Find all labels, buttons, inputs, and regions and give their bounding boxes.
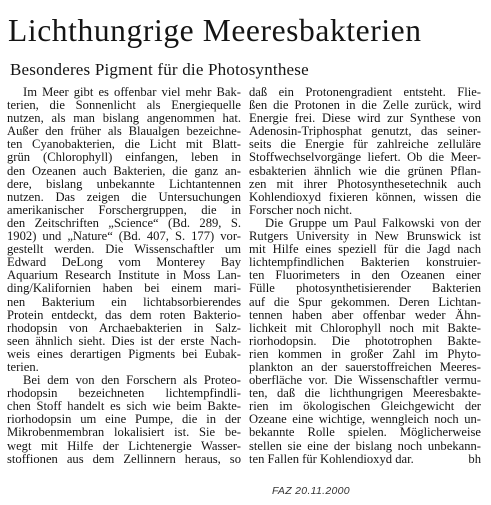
article-text-line: Adenosin-Triphosphat genutzt, das seiner- (249, 125, 481, 139)
article-text-line: Die Gruppe um Paul Falkowski von der (265, 216, 481, 230)
article-text-line: Bei dem von den Forschern als Proteo- (23, 374, 241, 388)
article-text-line: grün (Chlorophyll) einfangen, leben in (7, 151, 241, 165)
article-text-line: lichkeit mit Chlorophyll noch mit Bakte- (249, 321, 481, 335)
article-text-line: daß ein Protonengradient entsteht. Flie- (249, 86, 481, 99)
article-text-line: oberfläche vor. Die Wissenschaftler vermu- (249, 374, 481, 388)
article-column-left (7, 86, 241, 466)
article-text-line: dere, bislang unbekannte Lichtantennen (7, 177, 241, 191)
article-text-line: mit Hilfe eines speziell für die Jagd nach (249, 243, 481, 257)
article-column-right (249, 86, 481, 466)
article-text-line: Aquarium Research Institute in Moss Lan- (7, 269, 241, 283)
article-text-line: rien im ökologischen Gleichgewicht der (249, 400, 481, 414)
article-text-line: Rutgers University in New Brunswick ist (249, 230, 481, 244)
article-text-line: rhodopsin von Archaebakterien in Salz- (7, 321, 241, 335)
article-text-line: Forscher noch nicht. (249, 203, 353, 217)
article-text-line: auf die Spur gekommen. Deren Lichtan- (249, 295, 481, 309)
article-text-line: rhodopsin bezeichneten lichtempfindli- (7, 387, 241, 401)
article-text-line: lichtempfindlichen Bakterien konstruier- (249, 256, 481, 270)
article-text-line: bekannte Rolle spielen. Möglicherweise (249, 426, 481, 440)
article-text-line: riorhodopsin. Die phototrophen Bakte- (249, 334, 481, 348)
article-text-line: terien. (7, 360, 39, 374)
article-text-line: seen ähnlich sieht. Dies ist der erste Nach- (7, 334, 241, 348)
article-text-line: ten Cyanobakterien, die Licht mit Blatt- (7, 138, 241, 152)
article-text-line: 1902) und „Nature“ (Bd. 407, S. 177) vor- (7, 230, 241, 244)
article-text-line: Mikrobenmembran lokalisiert ist. Sie be- (7, 426, 241, 440)
article-text-line: den Zeitschriften „Science“ (Bd. 289, S. (7, 216, 241, 230)
article-headline: Lichthungrige Meeresbakterien (8, 13, 422, 48)
article-text-line: tennen haben aber offenbar weder Ähn- (249, 308, 481, 322)
article-text-line: ding/Kalifornien haben bei einem mari- (7, 282, 241, 296)
article-text-line: ten Fallen für Kohlendioxyd dar. bh (249, 452, 481, 466)
article-text-line: Fülle photosynthetisierender Bakterien (249, 282, 481, 296)
article-text-line: zen mit ihrer Photosynthesetechnik auch (249, 177, 481, 191)
article-text-line: stoffionen aus dem Zellinnern heraus, so (7, 452, 241, 466)
article-text-line: rien kommen in großer Zahl im Phyto- (249, 347, 481, 361)
article-text-line: Stoffwechselvorgänge liefert. Ob die Meer- (249, 151, 481, 165)
article-text-line: Ozeane eine wichtige, wenngleich noch un- (249, 413, 481, 427)
article-text-line: ßen die Protonen in die Zelle zurück, wird (249, 99, 481, 113)
article-text-line: stellen sie eine der bislang noch unbekann- (249, 439, 481, 453)
author-initials: bh (468, 452, 481, 466)
article-text-line: seits die Energie für zahlreiche zelluläre (249, 138, 481, 152)
article-text-line: Energie frei. Diese wird zur Synthese von (249, 112, 481, 126)
article-text-line: nutzen, als man bislang angenommen hat. (7, 112, 241, 126)
article-text-line: weis eines derartigen Pigments bei Eubak- (7, 347, 241, 361)
article-text-line: plankton an der sauerstoffreichen Meeres- (249, 360, 481, 374)
article-text-line: terien, die Sonnenlicht als Energiequelle (7, 99, 241, 113)
article-text-line: chen Stoff handelt es sich wie beim Bakte- (7, 400, 241, 414)
article-text-line: wegt mit Hilfe der Lichtenergie Wasser- (7, 439, 241, 453)
source-citation: FAZ 20.11.2000 (272, 485, 350, 497)
article-text-line: ten, daß die lichthungrigen Meeresbakte- (249, 387, 481, 401)
article-text-line: nen Bakterium ein lichtabsorbierendes (7, 295, 241, 309)
article-text-line: den Ozeanen auch Bakterien, die ganz an- (7, 164, 241, 178)
article-text-line: Im Meer gibt es offenbar viel mehr Bak- (23, 86, 241, 99)
article-text-line: Außer den früher als Blaualgen bezeichne- (7, 125, 241, 139)
article-subheadline: Besonderes Pigment für die Photosynthese (10, 60, 309, 79)
article-text-line: ten Fluorimeters in den Ozeanen einer (249, 269, 481, 283)
article-text-line: amerikanischer Forschergruppen, die in (7, 203, 241, 217)
article-text-line: esbakterien ähnlich wie die grünen Pflan- (249, 164, 481, 178)
article-text-line: Edward DeLong vom Monterey Bay (7, 256, 241, 270)
article-text-line: riorhodopsin um eine Pumpe, die in der (7, 413, 241, 427)
article-text-line: gestellt werden. Die Wissenschaftler um (7, 243, 241, 257)
article-text-line: Protein entdeckt, das dem roten Bakterio- (7, 308, 241, 322)
article-text-line: Kohlendioxyd fixieren können, wissen die (249, 190, 481, 204)
article-text-line: nutzen. Das zeigen die Untersuchungen (7, 190, 241, 204)
